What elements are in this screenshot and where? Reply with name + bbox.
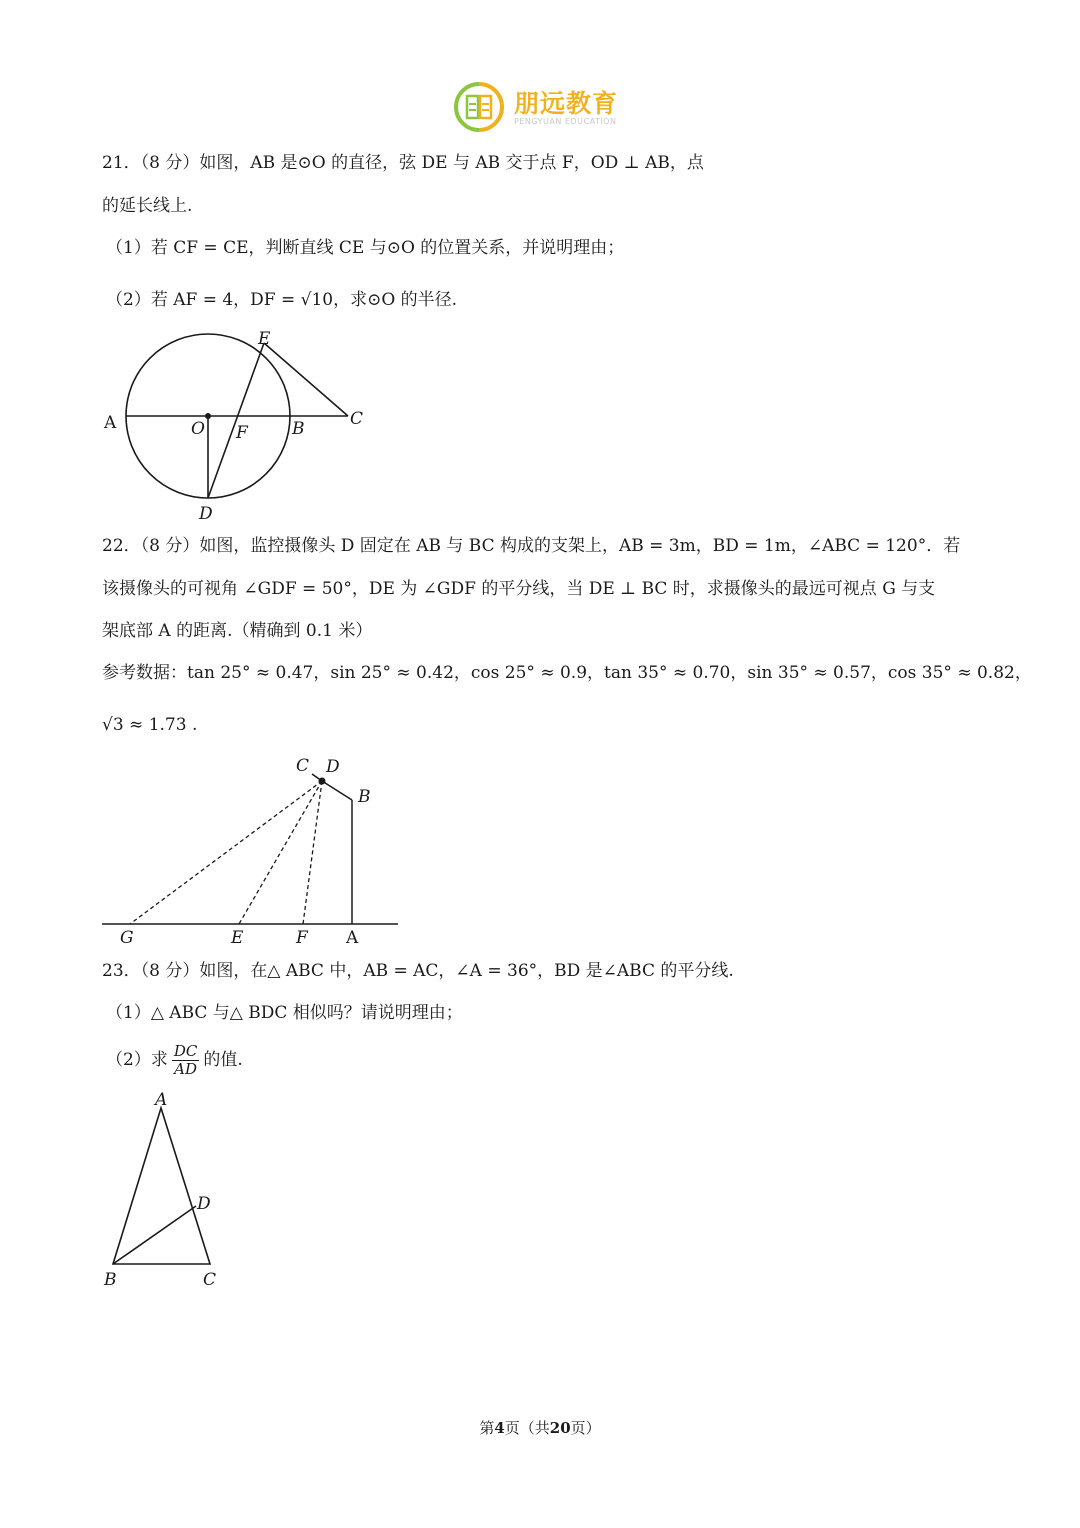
q22-sight-df: [303, 781, 322, 924]
page-footer: [0, 1417, 1080, 1438]
q23-triangle-abc: [113, 1108, 210, 1264]
q22-label-g: G: [120, 928, 134, 948]
q23-label-c: C: [203, 1270, 217, 1290]
q22-sight-de: [239, 781, 322, 924]
q23-stem: 23．（8 分）如图，在△ ABC 中，AB = AC，∠A = 36°，BD 是∠ABC 的平分线.: [102, 961, 734, 981]
book-logo-icon: [452, 80, 506, 134]
q21-center-point: [205, 413, 211, 419]
q21-label-a: A: [104, 413, 117, 433]
q21-figure: [95, 322, 395, 527]
q22-arm-bd: [322, 781, 352, 800]
q21-stem-continued: 的延长线上.: [102, 196, 193, 216]
q21-label-f: F: [236, 423, 248, 443]
footer-total-pages: 20: [549, 1419, 571, 1437]
q23-figure: [100, 1088, 230, 1293]
q21-label-o: O: [191, 419, 205, 439]
q22-stem-line3: 架底部 A 的距离.（精确到 0.1 米）: [102, 621, 373, 641]
q23-label-a: A: [155, 1090, 168, 1110]
q21-label-e: E: [258, 329, 271, 349]
q22-camera-point: [319, 778, 326, 785]
q23-part2-prefix: （2）求: [106, 1050, 168, 1070]
q23-label-b: B: [104, 1270, 117, 1290]
q22-label-a: A: [346, 928, 359, 948]
footer-prefix: 第: [479, 1419, 495, 1437]
q22-reference-data-2: √3 ≈ 1.73 .: [102, 715, 198, 735]
brand-logo: [452, 80, 642, 130]
q22-label-b: B: [358, 787, 371, 807]
footer-suffix: 页）: [570, 1419, 601, 1437]
q21-stem: 21．（8 分）如图，AB 是⊙O 的直径，弦 DE 与 AB 交于点 F，OD ⊥ AB，点: [102, 153, 704, 173]
q22-label-c: C: [296, 756, 310, 776]
q22-label-d: D: [326, 757, 340, 777]
footer-middle: 页（共: [504, 1419, 550, 1437]
logo-text: 朋远教育: [514, 89, 619, 118]
q22-sight-dg: [130, 781, 322, 924]
q22-figure: [100, 752, 405, 952]
q21-chord-de: [208, 343, 264, 498]
footer-page-number: 4: [494, 1419, 505, 1437]
q23-fraction: [172, 1043, 200, 1078]
q22-label-e: E: [231, 928, 244, 948]
q22-reference-data: 参考数据：tan 25° ≈ 0.47，sin 25° ≈ 0.42，cos 25° ≈ 0.9，tan 35° ≈ 0.70，sin 35° ≈ 0.57，cos 35° ≈ 0.82，: [102, 663, 1032, 683]
logo-subtitle: PENGYUAN EDUCATION: [514, 117, 617, 126]
q21-part1: （1）若 CF = CE，判断直线 CE 与⊙O 的位置关系，并说明理由；: [106, 238, 625, 258]
q22-stem: 22．（8 分）如图，监控摄像头 D 固定在 AB 与 BC 构成的支架上，AB = 3m，BD = 1m，∠ABC = 120°．若: [102, 536, 961, 556]
q21-part2: （2）若 AF = 4，DF = √10，求⊙O 的半径.: [106, 290, 458, 310]
q21-label-c: C: [350, 409, 364, 429]
q23-fraction-numerator: DC: [173, 1042, 198, 1060]
q23-part1: （1）△ ABC 与△ BDC 相似吗？请说明理由；: [106, 1003, 463, 1023]
q23-label-d: D: [197, 1194, 211, 1214]
q23-fraction-denominator: AD: [174, 1060, 198, 1078]
q21-label-b: B: [292, 419, 305, 439]
q23-part2-suffix: 的值.: [203, 1050, 243, 1070]
q21-line-ec: [264, 343, 348, 416]
q21-label-d: D: [199, 504, 213, 524]
q22-stem-line2: 该摄像头的可视角 ∠GDF = 50°，DE 为 ∠GDF 的平分线，当 DE ⊥ BC 时，求摄像头的最远可视点 G 与支: [102, 579, 936, 599]
q22-label-f: F: [296, 928, 308, 948]
q23-bisector-bd: [113, 1206, 196, 1264]
q23-part2: [106, 1040, 243, 1080]
